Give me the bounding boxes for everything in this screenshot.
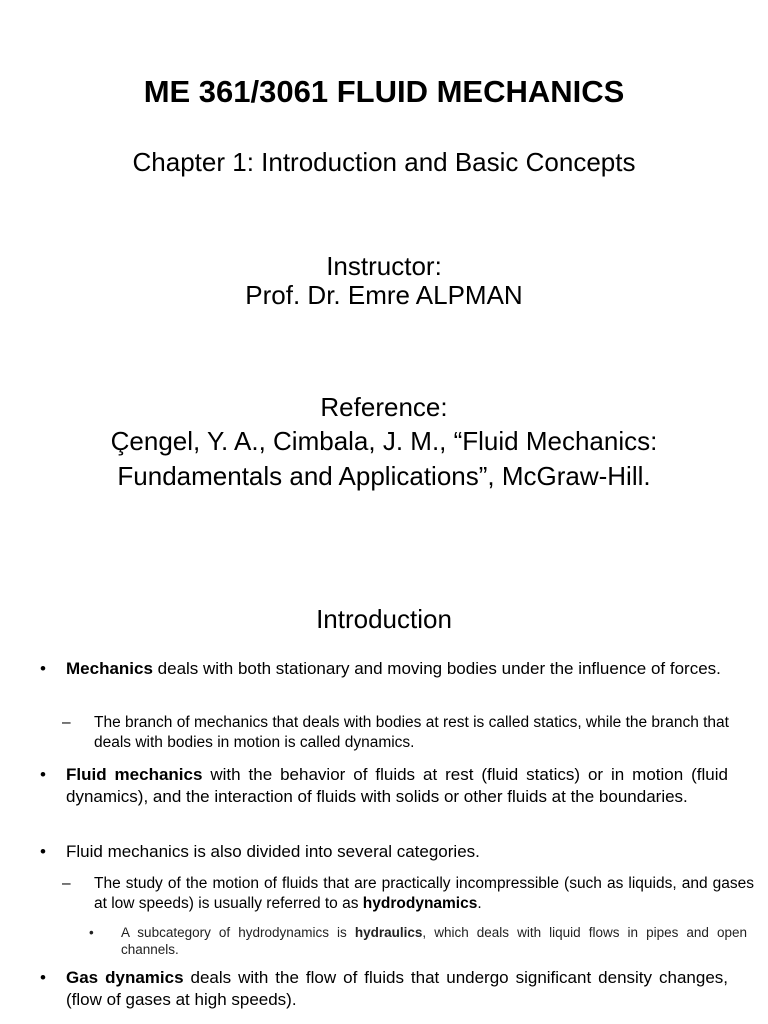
bullet-marker: • (40, 968, 46, 987)
subsubpoint-hydraulics (89, 924, 748, 958)
term-fluid-mechanics: Fluid mechanics (66, 765, 203, 784)
subpoint-text: The branch of mechanics that deals with bodies at rest is called statics, while the branch that deals with bodies in motion is called dynamics. (94, 714, 729, 751)
bullet-marker: • (40, 765, 46, 784)
bullet-marker: • (89, 925, 94, 940)
term-hydrodynamics: hydrodynamics (362, 895, 478, 912)
reference-line-2: Fundamentals and Applications”, McGraw-Hill. (117, 461, 651, 491)
section-heading: Introduction (316, 604, 452, 634)
subsubpoint-text: A subcategory of hydrodynamics is (121, 925, 355, 940)
subsubpoint-text-end: , which deals with liquid flows in pipes and open channels. (121, 925, 748, 957)
document-title: ME 361/3061 FLUID MECHANICS (143, 74, 625, 109)
reference-label: Reference: (320, 392, 448, 422)
subpoint-text-end: . (477, 895, 482, 912)
bullet-text: deals with both stationary and moving bodies under the influence of forces. (152, 659, 721, 678)
term-gas-dynamics: Gas dynamics (66, 968, 184, 987)
instructor-name: Prof. Dr. Emre ALPMAN (245, 280, 523, 310)
chapter-subtitle: Chapter 1: Introduction and Basic Concepts (132, 147, 636, 177)
bullet-categories (40, 841, 728, 863)
bullet-fluid-mechanics (40, 764, 728, 807)
subpoint-hydrodynamics (62, 874, 754, 914)
subpoint-statics-dynamics (62, 713, 754, 753)
bullet-mechanics (40, 658, 728, 680)
term-mechanics: Mechanics (66, 659, 153, 678)
reference-line-1: Çengel, Y. A., Cimbala, J. M., “Fluid Mechanics: (110, 426, 658, 456)
bullet-marker: • (40, 659, 46, 678)
bullet-text: deals with the flow of fluids that undergo significant density changes, (flow of gases at high speeds). (66, 968, 728, 1009)
bullet-text: with the behavior of fluids at rest (fluid statics) or in motion (fluid dynamics), and the interaction of fluids with solids or other fluids at the boundaries. (66, 765, 728, 806)
bullet-gas-dynamics (40, 967, 728, 1010)
instructor-label: Instructor: (326, 251, 442, 281)
subpoint-text: The study of the motion of fluids that are practically incompressible (such as liquids, and gases at low speeds) is usually referred to as (94, 875, 754, 912)
dash-marker: – (62, 714, 71, 731)
bullet-marker: • (40, 842, 46, 861)
term-hydraulics: hydraulics (354, 925, 423, 940)
dash-marker: – (62, 875, 71, 892)
bullet-text: Fluid mechanics is also divided into several categories. (66, 842, 480, 861)
